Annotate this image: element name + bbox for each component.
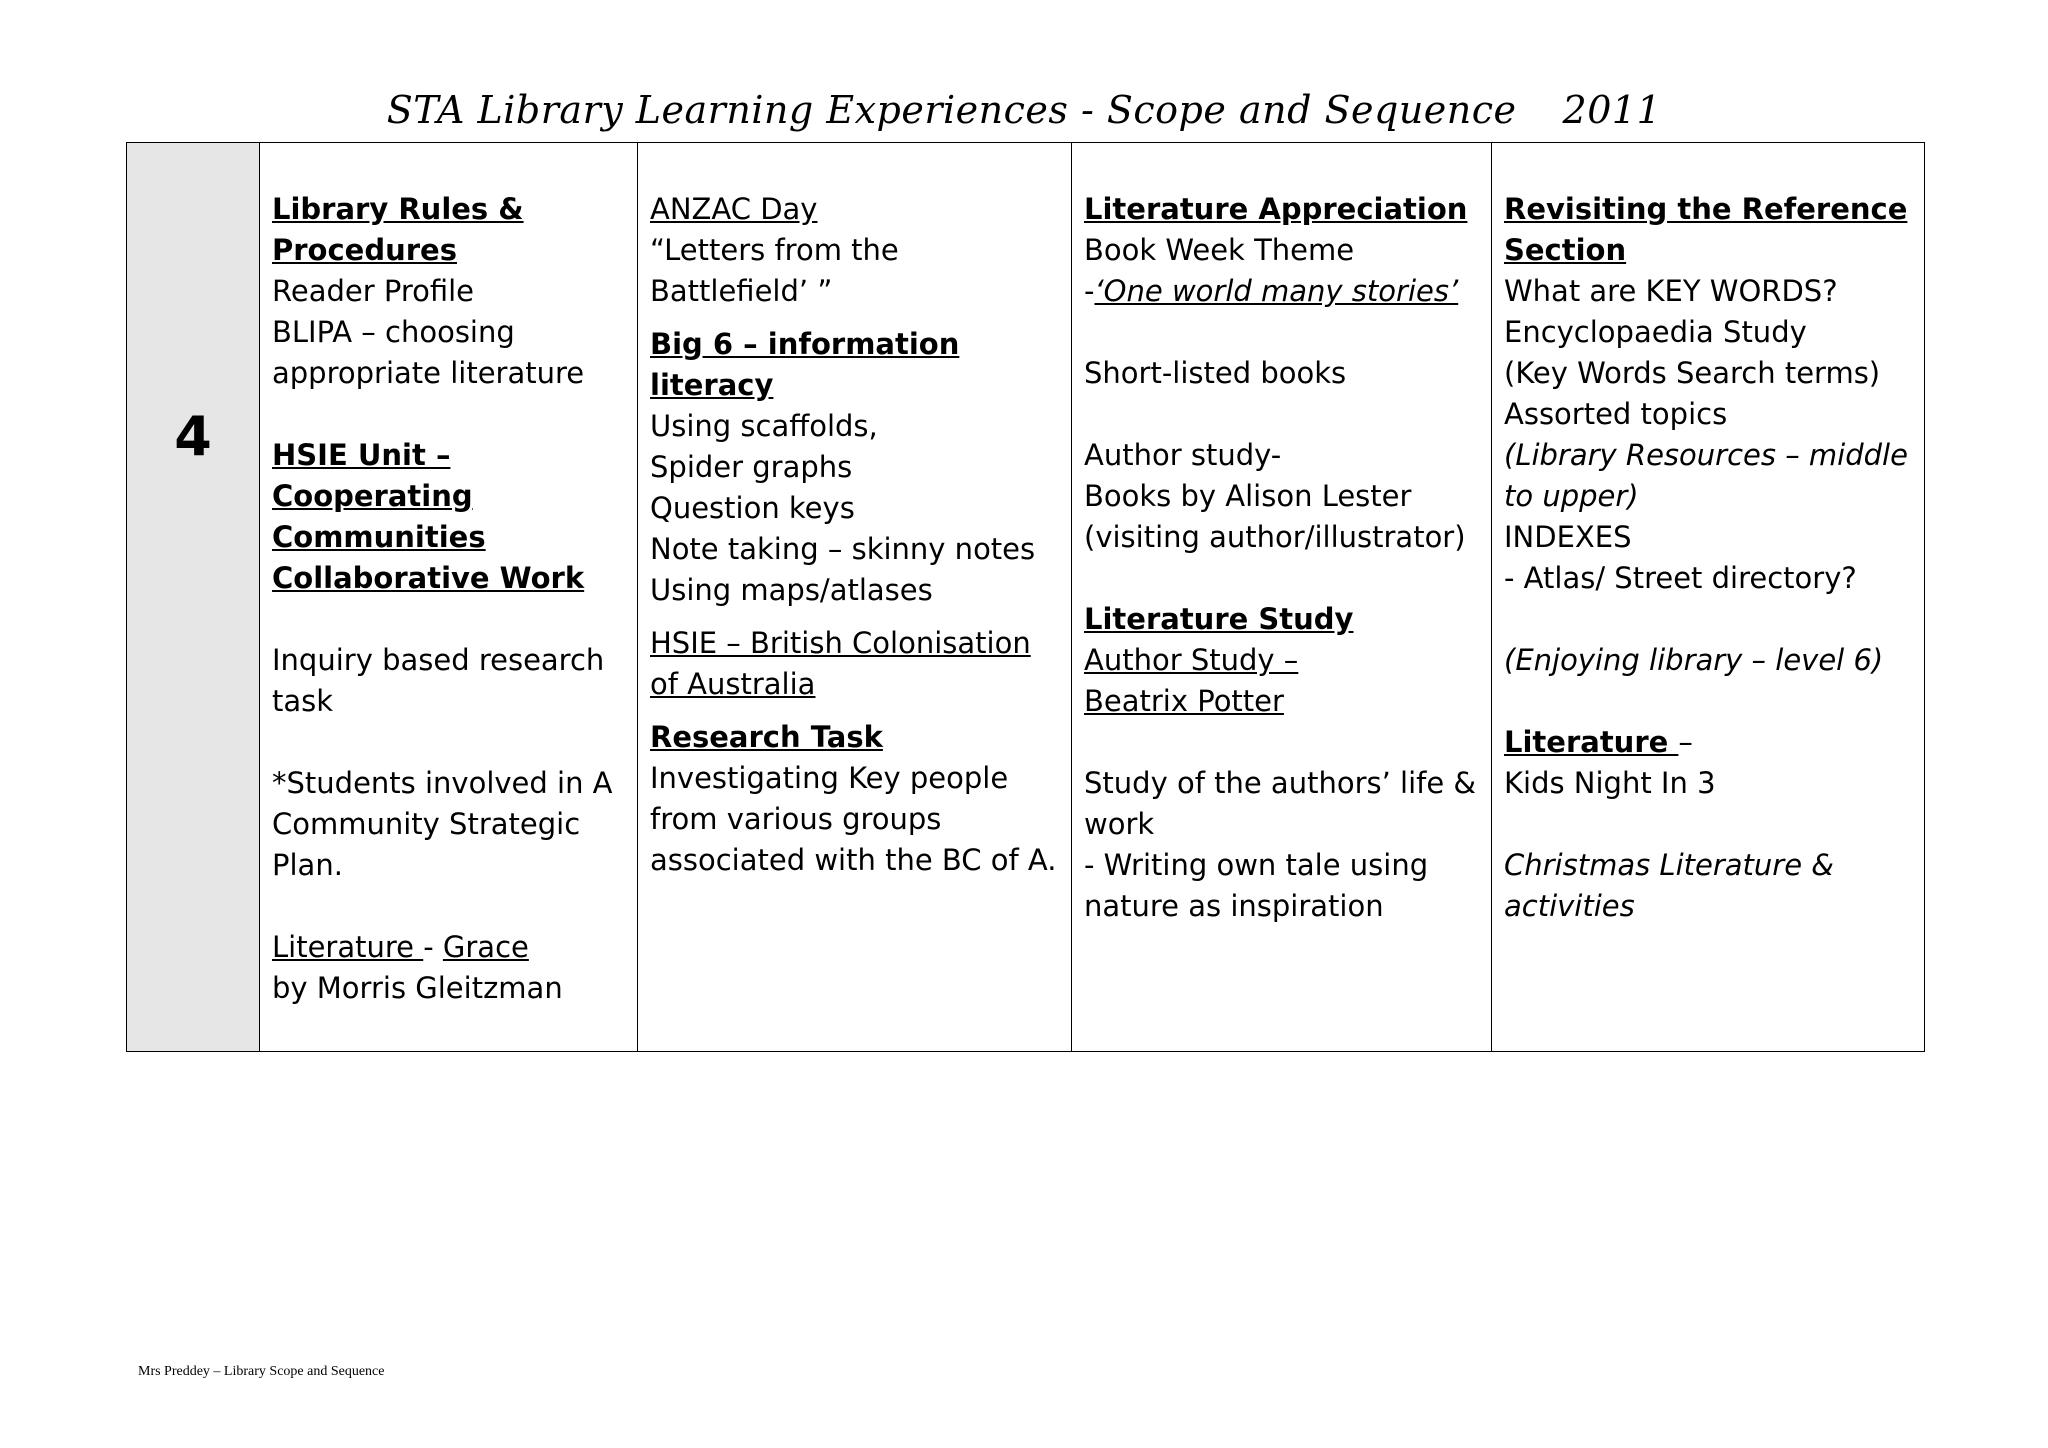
col2-line: associated with the BC of A.: [650, 843, 1057, 877]
col4-line: What are KEY WORDS?: [1504, 274, 1838, 308]
col2-line: from various groups: [650, 802, 942, 836]
grade-cell: [127, 143, 260, 1052]
col4-line: INDEXES: [1504, 520, 1632, 554]
col4-literature-dash: –: [1678, 725, 1693, 759]
col4-line: (Key Words Search terms): [1504, 356, 1881, 390]
col2-line: Battlefield’ ”: [650, 274, 833, 308]
col4-line: Kids Night In 3: [1504, 766, 1716, 800]
col2-line: Note taking – skinny notes: [650, 532, 1036, 566]
col1-literature-title: Grace: [442, 930, 529, 964]
col3-line: nature as inspiration: [1084, 889, 1384, 923]
col1-line: Community Strategic: [272, 807, 581, 841]
col3-line: Book Week Theme: [1084, 233, 1355, 267]
col4-heading-reference-b: Section: [1504, 233, 1627, 267]
col1-line: task: [272, 684, 334, 718]
col3-line: Books by Alison Lester: [1084, 479, 1412, 513]
col4-heading-literature: Literature: [1504, 725, 1679, 759]
col2-line: “Letters from the: [650, 233, 899, 267]
col3-line: work: [1084, 807, 1155, 841]
col3-line: Short-listed books: [1084, 356, 1347, 390]
term-3-cell: [1072, 143, 1492, 1052]
page-footer: Mrs Preddey – Library Scope and Sequence: [138, 1364, 385, 1379]
col3-line: Study of the authors’ life &: [1084, 766, 1477, 800]
col4-line: (Library Resources – middle: [1504, 438, 1908, 472]
col1-line: appropriate literature: [272, 356, 585, 390]
col2-hsie-line-a: HSIE – British Colonisation: [650, 626, 1031, 660]
col1-literature-label: Literature: [272, 930, 424, 964]
col4-literature: [1504, 722, 1914, 763]
col3-subheading-b: Beatrix Potter: [1084, 684, 1284, 718]
col3-heading-study: Literature Study: [1084, 602, 1354, 636]
col3-line: Author study-: [1084, 438, 1282, 472]
col2-line: Investigating Key people: [650, 761, 1009, 795]
col4-heading-reference-a: Revisiting the Reference: [1504, 192, 1908, 226]
col2-line: Spider graphs: [650, 450, 853, 484]
col3-subheading-a: Author Study –: [1084, 643, 1299, 677]
term-4-cell: [1492, 143, 1925, 1052]
col2-heading-anzac: ANZAC Day: [650, 192, 818, 226]
col1-literature-dash: -: [423, 930, 443, 964]
col3-heading-appreciation: Literature Appreciation: [1084, 192, 1468, 226]
document-title: [0, 88, 2048, 132]
col1-heading-rules-a: Library Rules &: [272, 192, 524, 226]
col4-line: Christmas Literature &: [1504, 848, 1834, 882]
col1-line: Inquiry based research: [272, 643, 605, 677]
col4-line: - Atlas/ Street directory?: [1504, 561, 1857, 595]
col1-literature: [272, 927, 627, 968]
col4-line: to upper): [1504, 479, 1639, 513]
col1-line: by Morris Gleitzman: [272, 971, 563, 1005]
col1-heading-hsie-c: Collaborative Work: [272, 561, 585, 595]
col1-line: Reader Profile: [272, 274, 475, 308]
col3-line: - Writing own tale using: [1084, 848, 1429, 882]
scope-sequence-table: [126, 142, 1925, 1052]
col2-line: Using scaffolds,: [650, 409, 878, 443]
table-row: [127, 143, 1925, 1052]
col2-line: Question keys: [650, 491, 855, 525]
col2-heading-research: Research Task: [650, 720, 883, 754]
col4-line: activities: [1504, 889, 1635, 923]
col2-hsie-line-b: of Australia: [650, 667, 816, 701]
col3-theme: [1084, 271, 1481, 312]
col4-line: (Enjoying library – level 6): [1504, 643, 1884, 677]
term-2-cell: [638, 143, 1072, 1052]
col1-line: *Students involved in A: [272, 766, 613, 800]
col1-heading-rules-b: Procedures: [272, 233, 457, 267]
grade-number: 4: [174, 405, 212, 468]
col3-theme-dash: -: [1084, 274, 1095, 308]
col2-line: Using maps/atlases: [650, 573, 933, 607]
title-text: STA Library Learning Experiences - Scope and Sequence: [386, 88, 1517, 132]
col1-heading-hsie-a: HSIE Unit –: [272, 438, 451, 472]
col4-line: Assorted topics: [1504, 397, 1728, 431]
title-year: 2011: [1562, 88, 1662, 132]
col1-line: BLIPA – choosing: [272, 315, 515, 349]
col3-line: (visiting author/illustrator): [1084, 520, 1466, 554]
col3-theme-title: ‘One world many stories’: [1094, 274, 1459, 308]
col1-heading-hsie-b: Cooperating Communities: [272, 479, 486, 554]
col1-line: Plan.: [272, 848, 343, 882]
term-1-cell: [260, 143, 638, 1052]
col2-heading-big6: Big 6 – information literacy: [650, 327, 960, 402]
col4-line: Encyclopaedia Study: [1504, 315, 1807, 349]
